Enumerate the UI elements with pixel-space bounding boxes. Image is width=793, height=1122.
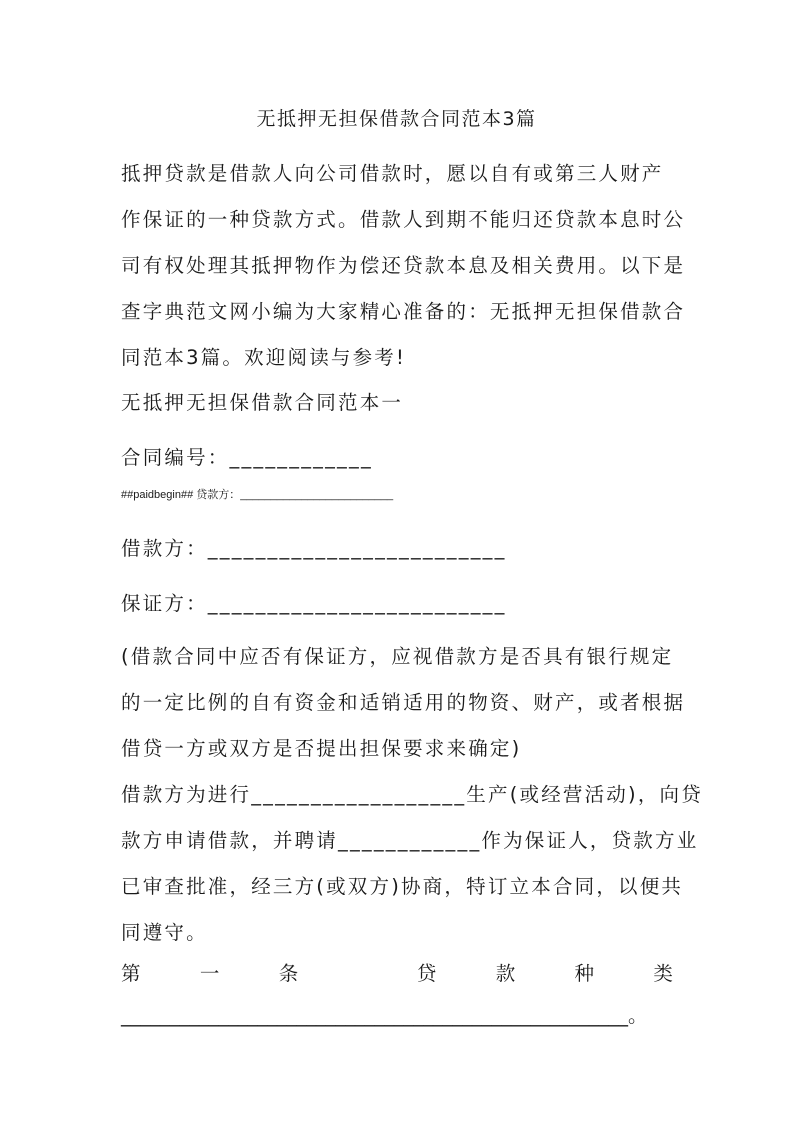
intro-line-2: 作保证的一种贷款方式。借款人到期不能归还贷款本息时公: [121, 208, 686, 231]
article-1-blank: ____________________________________________________。: [121, 1004, 648, 1027]
purpose-line-3: 已审查批准，经三方(或双方)协商，特订立本合同，以便共: [121, 875, 684, 898]
article-word: 第: [121, 962, 141, 985]
purpose-line-2: 款方申请借款，并聘请____________作为保证人，贷款方业: [121, 829, 699, 852]
article-word: 款: [495, 962, 516, 985]
note-line-1: (借款合同中应否有保证方，应视借款方是否具有银行规定: [121, 645, 674, 668]
article-word: 贷: [416, 962, 437, 985]
article-1-heading: [121, 958, 673, 986]
borrower-line: 借款方：_________________________: [121, 537, 507, 560]
paid-marker-lender: ##paidbegin## 贷款方：_________________________: [121, 489, 394, 501]
intro-line-3: 司有权处理其抵押物作为偿还贷款本息及相关费用。以下是: [121, 254, 686, 277]
article-word: 条: [278, 962, 299, 985]
intro-line-4: 查字典范文网小编为大家精心准备的：无抵押无担保借款合: [121, 300, 686, 323]
document-title: 无抵押无担保借款合同范本3篇: [256, 108, 537, 130]
guarantor-line: 保证方：_________________________: [121, 592, 507, 615]
purpose-line-4: 同遵守。: [121, 921, 208, 944]
article-word: 种: [574, 962, 595, 985]
note-line-2: 的一定比例的自有资金和适销适用的物资、财产，或者根据: [121, 691, 686, 714]
article-word: 类: [653, 962, 673, 985]
intro-line-5: 同范本3篇。欢迎阅读与参考!: [121, 346, 407, 369]
contract-number: 合同编号：____________: [121, 446, 373, 469]
article-word: 一: [199, 962, 220, 985]
purpose-line-1: 借款方为进行__________________生产(或经营活动)，向贷: [121, 783, 703, 806]
section-heading: 无抵押无担保借款合同范本一: [121, 391, 404, 414]
intro-line-1: 抵押贷款是借款人向公司借款时，愿以自有或第三人财产: [121, 162, 664, 185]
note-line-3: 借贷一方或双方是否提出担保要求来确定): [121, 737, 522, 760]
